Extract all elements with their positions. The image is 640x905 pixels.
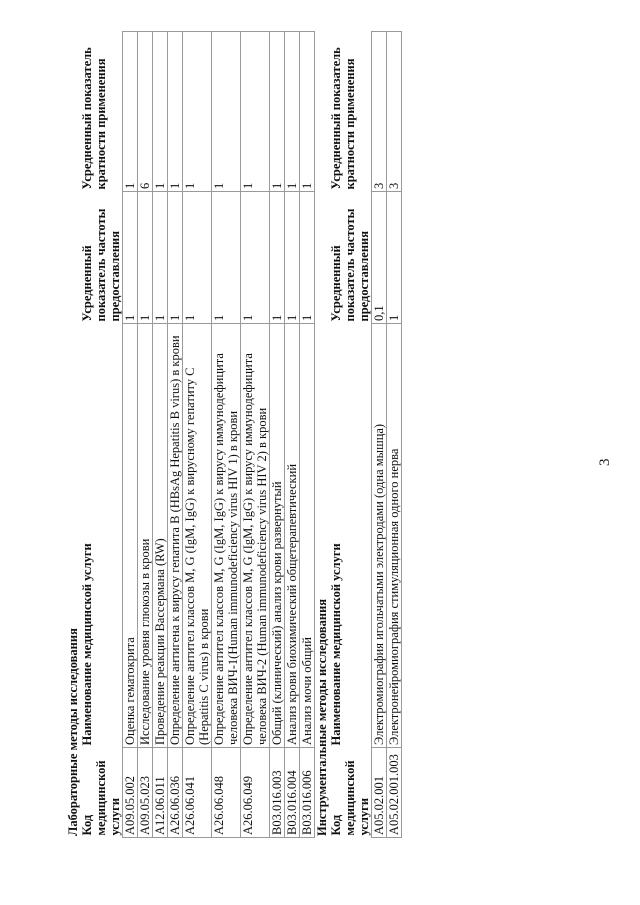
header-name: Наименование медицинской услуги: [329, 543, 343, 746]
cell-frequency: 1: [387, 192, 402, 324]
instr-methods-table: [329, 31, 402, 838]
cell-frequency: 1: [153, 192, 168, 324]
cell-code: A05.02.001.003: [387, 748, 402, 838]
cell-multiplicity: 1: [270, 32, 285, 192]
header-multiplicity: Усредненный показатель кратности применения: [329, 47, 357, 190]
header-code: Код медицинской услуги: [80, 760, 122, 836]
cell-name: Анализ мочи общий: [300, 324, 315, 748]
lab-table-body: [123, 32, 315, 838]
page-number: 3: [597, 458, 613, 466]
table-row: [138, 32, 153, 838]
instr-table-header-row: [329, 32, 372, 838]
cell-multiplicity: 1: [153, 32, 168, 192]
cell-code: A09.05.002: [123, 748, 138, 838]
cell-frequency: 1: [285, 192, 300, 324]
cell-frequency: 1: [138, 192, 153, 324]
cell-code: B03.016.006: [300, 748, 315, 838]
cell-frequency: 1: [241, 192, 270, 324]
table-row: [241, 32, 270, 838]
header-frequency: Усредненный показатель частоты предоставления: [80, 208, 122, 322]
cell-multiplicity: 1: [123, 32, 138, 192]
table-row: [168, 32, 183, 838]
cell-name: Анализ крови биохимический общетерапевтический: [285, 324, 300, 748]
table-row: [183, 32, 212, 838]
cell-multiplicity: 1: [168, 32, 183, 192]
cell-name: Электронейромиография стимуляционная одного нерва: [387, 324, 402, 748]
cell-name: Определение антител классов M, G (IgM, IgG) к вирусу иммунодефицита человека ВИЧ-1(Human immunodeficiency virus HIV 1) в крови: [212, 324, 241, 748]
table-row: [372, 32, 387, 838]
header-name: Наименование медицинской услуги: [80, 543, 94, 746]
cell-frequency: 1: [168, 192, 183, 324]
table-row: [300, 32, 315, 838]
rotated-content: [66, 48, 586, 838]
lab-section-title: Лабораторные методы исследования: [66, 628, 80, 836]
cell-code: A09.05.023: [138, 748, 153, 838]
cell-code: A26.06.049: [241, 748, 270, 838]
cell-name: Определение антител классов M, G (IgM, IgG) к вирусному гепатиту C (Hepatitis C virus) в крови: [183, 324, 212, 748]
cell-multiplicity: 3: [387, 32, 402, 192]
cell-frequency: 1: [270, 192, 285, 324]
table-row: [387, 32, 402, 838]
cell-frequency: 0,1: [372, 192, 387, 324]
header-frequency: Усредненный показатель частоты предоставления: [329, 208, 371, 322]
cell-frequency: 1: [183, 192, 212, 324]
cell-multiplicity: 1: [183, 32, 212, 192]
cell-code: B03.016.004: [285, 748, 300, 838]
cell-multiplicity: 1: [241, 32, 270, 192]
cell-name: Электромиография игольчатыми электродами (одна мышца): [372, 324, 387, 748]
table-row: [153, 32, 168, 838]
table-row: [270, 32, 285, 838]
cell-multiplicity: 6: [138, 32, 153, 192]
cell-name: Проведение реакции Вассермана (RW): [153, 324, 168, 748]
instr-table-body: [372, 32, 402, 838]
cell-code: A12.06.011: [153, 748, 168, 838]
table-row: [123, 32, 138, 838]
header-multiplicity: Усредненный показатель кратности применения: [80, 47, 108, 190]
cell-code: A26.06.036: [168, 748, 183, 838]
cell-multiplicity: 1: [300, 32, 315, 192]
cell-code: A05.02.001: [372, 748, 387, 838]
cell-name: Исследование уровня глюкозы в крови: [138, 324, 153, 748]
cell-frequency: 1: [300, 192, 315, 324]
cell-name: Общий (клинический) анализ крови развернутый: [270, 324, 285, 748]
cell-frequency: 1: [212, 192, 241, 324]
lab-methods-table: [80, 31, 315, 838]
cell-multiplicity: 3: [372, 32, 387, 192]
table-row: [285, 32, 300, 838]
table-row: [212, 32, 241, 838]
instr-section-title: Инструментальные методы исследования: [315, 598, 329, 836]
cell-name: Определение антител классов M, G (IgM, IgG) к вирусу иммунодефицита человека ВИЧ-2 (Human immunodeficiency virus HIV 2) в крови: [241, 324, 270, 748]
cell-multiplicity: 1: [212, 32, 241, 192]
cell-name: Оценка гематокрита: [123, 324, 138, 748]
cell-code: A26.06.041: [183, 748, 212, 838]
header-code: Код медицинской услуги: [329, 760, 371, 836]
cell-name: Определение антигена к вирусу гепатита B (HBsAg Hepatitis B virus) в крови: [168, 324, 183, 748]
cell-frequency: 1: [123, 192, 138, 324]
lab-table-header-row: [80, 32, 123, 838]
cell-code: B03.016.003: [270, 748, 285, 838]
cell-multiplicity: 1: [285, 32, 300, 192]
cell-code: A26.06.048: [212, 748, 241, 838]
